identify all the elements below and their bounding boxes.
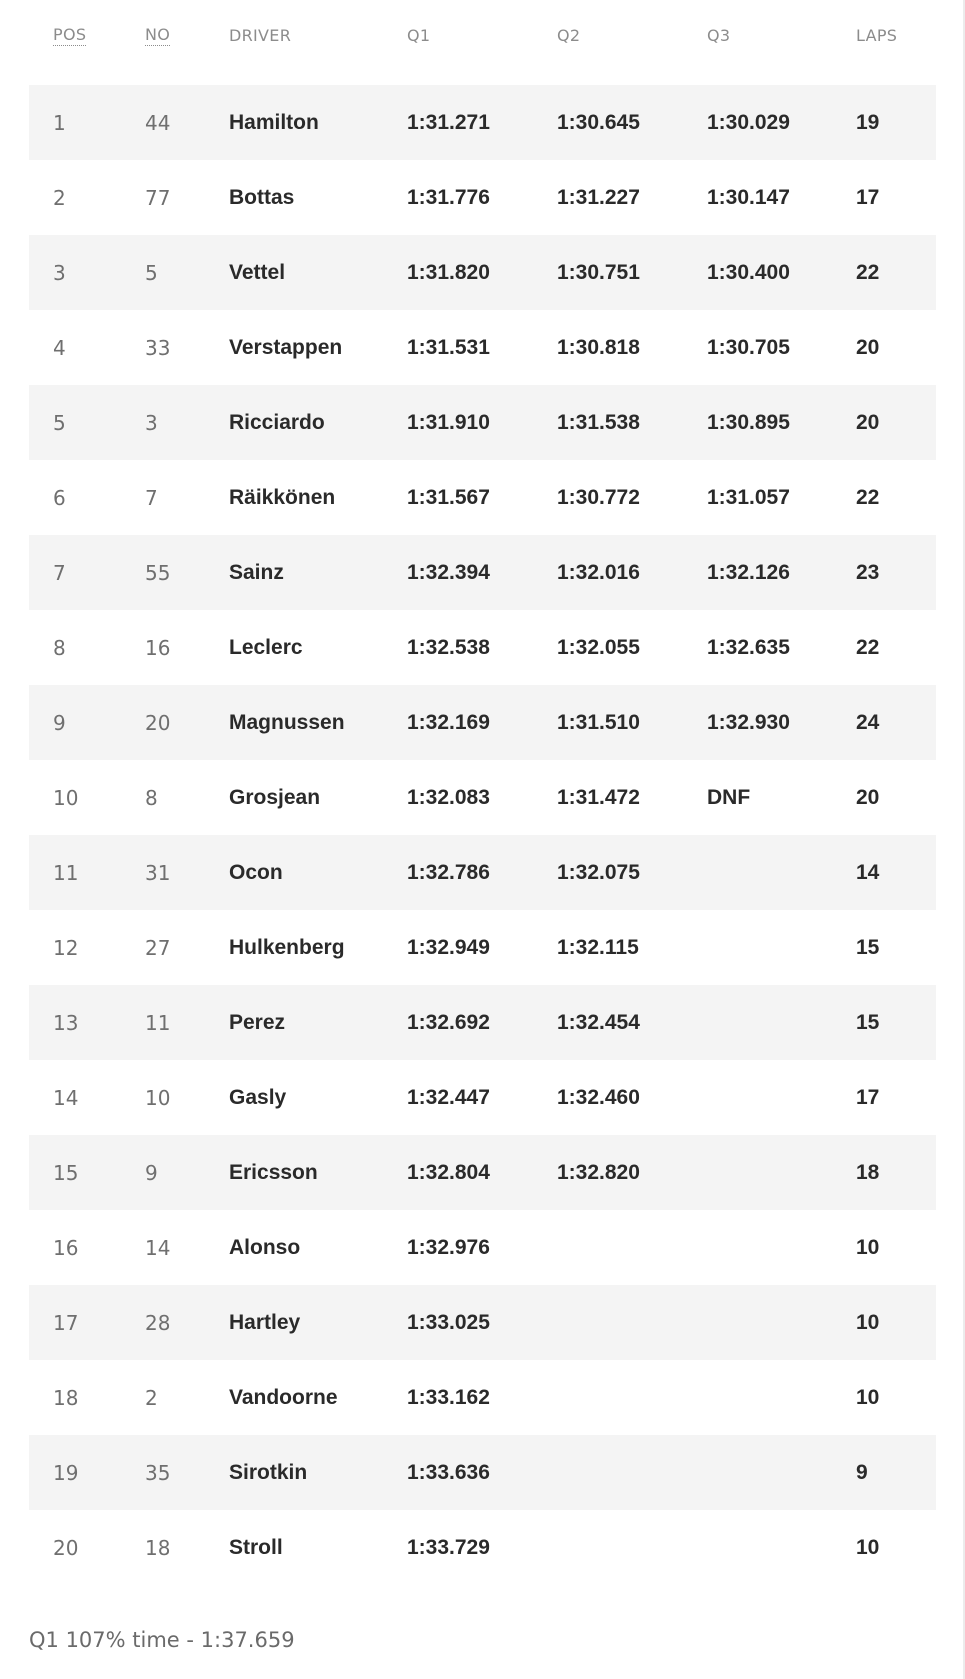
cell-laps: 24	[856, 710, 880, 734]
cell-driver: Vandoorne	[229, 1385, 338, 1409]
cell-pos: 18	[53, 1385, 79, 1410]
table-row	[29, 1285, 936, 1360]
cell-driver: Alonso	[229, 1235, 301, 1259]
cell-q1-time: 1:32.083	[407, 785, 490, 809]
cell-car-number: 16	[145, 635, 171, 660]
cell-driver: Bottas	[229, 185, 295, 209]
cell-pos: 17	[53, 1310, 79, 1335]
cell-driver: Verstappen	[229, 335, 343, 359]
cell-pos: 20	[53, 1535, 79, 1560]
cell-q1-time: 1:33.162	[407, 1385, 490, 1409]
cell-pos: 3	[53, 260, 66, 285]
cell-laps: 20	[856, 410, 880, 434]
cell-pos: 13	[53, 1010, 79, 1035]
table-body	[29, 85, 936, 1585]
cell-pos: 14	[53, 1085, 79, 1110]
cell-q3-time: 1:32.126	[707, 560, 790, 584]
column-header-q1: Q1	[407, 25, 431, 45]
cell-laps: 15	[856, 935, 880, 959]
cell-q1-time: 1:32.169	[407, 710, 490, 734]
table-row	[29, 760, 936, 835]
table-row	[29, 535, 936, 610]
cell-laps: 14	[856, 860, 880, 884]
cell-pos: 1	[53, 110, 66, 135]
cell-laps: 17	[856, 1085, 880, 1109]
cell-car-number: 35	[145, 1460, 171, 1485]
cell-q2-time: 1:32.016	[557, 560, 640, 584]
cell-laps: 10	[856, 1235, 880, 1259]
cell-car-number: 2	[145, 1385, 158, 1410]
cell-car-number: 18	[145, 1535, 171, 1560]
cell-q1-time: 1:31.531	[407, 335, 490, 359]
cell-q2-time: 1:31.510	[557, 710, 640, 734]
cell-pos: 8	[53, 635, 66, 660]
cell-driver: Ocon	[229, 860, 283, 884]
cell-q1-time: 1:31.820	[407, 260, 490, 284]
cell-driver: Hartley	[229, 1310, 301, 1334]
cell-laps: 10	[856, 1385, 880, 1409]
cell-q3-time: 1:32.635	[707, 635, 790, 659]
cell-laps: 19	[856, 110, 880, 134]
cell-laps: 20	[856, 785, 880, 809]
cell-q2-time: 1:32.075	[557, 860, 640, 884]
q1-107-percent-note: Q1 107% time - 1:37.659	[29, 1628, 295, 1652]
cell-q2-time: 1:32.820	[557, 1160, 640, 1184]
cell-laps: 23	[856, 560, 880, 584]
cell-pos: 2	[53, 185, 66, 210]
cell-pos: 4	[53, 335, 66, 360]
cell-q3-time: 1:30.029	[707, 110, 790, 134]
cell-q2-time: 1:30.818	[557, 335, 640, 359]
cell-q2-time: 1:32.454	[557, 1010, 640, 1034]
cell-car-number: 14	[145, 1235, 171, 1260]
cell-q1-time: 1:32.804	[407, 1160, 490, 1184]
table-row	[29, 1510, 936, 1585]
cell-laps: 18	[856, 1160, 880, 1184]
cell-laps: 22	[856, 485, 880, 509]
column-header-no[interactable]: NO	[145, 24, 171, 44]
cell-driver: Hamilton	[229, 110, 319, 134]
cell-car-number: 27	[145, 935, 171, 960]
cell-car-number: 7	[145, 485, 158, 510]
table-row	[29, 685, 936, 760]
cell-q1-time: 1:32.692	[407, 1010, 490, 1034]
cell-q1-time: 1:32.538	[407, 635, 490, 659]
table-row	[29, 1210, 936, 1285]
cell-pos: 16	[53, 1235, 79, 1260]
cell-driver: Sainz	[229, 560, 284, 584]
cell-car-number: 8	[145, 785, 158, 810]
cell-driver: Magnussen	[229, 710, 345, 734]
cell-car-number: 20	[145, 710, 171, 735]
cell-car-number: 33	[145, 335, 171, 360]
cell-pos: 11	[53, 860, 79, 885]
cell-q3-time: 1:30.705	[707, 335, 790, 359]
cell-pos: 7	[53, 560, 66, 585]
cell-car-number: 44	[145, 110, 171, 135]
cell-pos: 5	[53, 410, 66, 435]
cell-q2-time: 1:30.772	[557, 485, 640, 509]
cell-q1-time: 1:31.271	[407, 110, 490, 134]
table-row	[29, 985, 936, 1060]
cell-q2-time: 1:32.115	[557, 935, 639, 959]
cell-driver: Perez	[229, 1010, 286, 1034]
cell-car-number: 9	[145, 1160, 158, 1185]
cell-pos: 19	[53, 1460, 79, 1485]
cell-q2-time: 1:32.460	[557, 1085, 640, 1109]
table-row	[29, 160, 936, 235]
cell-driver: Leclerc	[229, 635, 303, 659]
cell-pos: 6	[53, 485, 66, 510]
cell-q2-time: 1:31.227	[557, 185, 640, 209]
cell-laps: 9	[856, 1460, 868, 1484]
cell-q3-time: 1:30.147	[707, 185, 790, 209]
cell-pos: 12	[53, 935, 79, 960]
cell-laps: 22	[856, 260, 880, 284]
cell-q2-time: 1:30.751	[557, 260, 640, 284]
cell-car-number: 55	[145, 560, 171, 585]
cell-driver: Hulkenberg	[229, 935, 345, 959]
cell-car-number: 31	[145, 860, 171, 885]
table-row	[29, 610, 936, 685]
cell-driver: Räikkönen	[229, 485, 336, 509]
cell-q3-time: 1:30.895	[707, 410, 790, 434]
cell-q3-time: 1:30.400	[707, 260, 790, 284]
table-row	[29, 460, 936, 535]
cell-q1-time: 1:32.447	[407, 1085, 490, 1109]
table-row	[29, 385, 936, 460]
cell-q2-time: 1:31.472	[557, 785, 640, 809]
cell-q3-time: DNF	[707, 785, 751, 809]
cell-driver: Gasly	[229, 1085, 287, 1109]
cell-laps: 17	[856, 185, 880, 209]
cell-q1-time: 1:32.949	[407, 935, 490, 959]
table-row	[29, 310, 936, 385]
table-row	[29, 1360, 936, 1435]
table-row	[29, 1060, 936, 1135]
cell-q1-time: 1:33.025	[407, 1310, 490, 1334]
column-header-q2: Q2	[557, 25, 581, 45]
cell-driver: Vettel	[229, 260, 286, 284]
table-row	[29, 85, 936, 160]
column-header-driver: DRIVER	[229, 25, 292, 45]
cell-q2-time: 1:31.538	[557, 410, 640, 434]
cell-q1-time: 1:31.567	[407, 485, 490, 509]
column-header-laps: LAPS	[856, 25, 898, 45]
qualifying-results-table	[29, 17, 936, 1585]
cell-laps: 15	[856, 1010, 880, 1034]
cell-q3-time: 1:32.930	[707, 710, 790, 734]
table-header-row	[29, 17, 936, 85]
cell-driver: Grosjean	[229, 785, 321, 809]
cell-car-number: 5	[145, 260, 158, 285]
cell-laps: 20	[856, 335, 880, 359]
cell-driver: Sirotkin	[229, 1460, 308, 1484]
cell-pos: 15	[53, 1160, 79, 1185]
cell-q1-time: 1:33.636	[407, 1460, 490, 1484]
cell-car-number: 77	[145, 185, 171, 210]
cell-car-number: 10	[145, 1085, 171, 1110]
cell-q1-time: 1:31.910	[407, 410, 490, 434]
column-header-q3: Q3	[707, 25, 731, 45]
cell-q3-time: 1:31.057	[707, 485, 790, 509]
cell-laps: 22	[856, 635, 880, 659]
cell-laps: 10	[856, 1310, 880, 1334]
cell-q1-time: 1:33.729	[407, 1535, 490, 1559]
cell-q1-time: 1:32.976	[407, 1235, 490, 1259]
cell-q2-time: 1:30.645	[557, 110, 640, 134]
table-row	[29, 835, 936, 910]
cell-car-number: 11	[145, 1010, 171, 1035]
column-header-pos[interactable]: POS	[53, 24, 87, 44]
cell-laps: 10	[856, 1535, 880, 1559]
table-row	[29, 1135, 936, 1210]
cell-car-number: 28	[145, 1310, 171, 1335]
table-row	[29, 235, 936, 310]
table-row	[29, 1435, 936, 1510]
cell-q1-time: 1:32.394	[407, 560, 490, 584]
table-row	[29, 910, 936, 985]
cell-pos: 10	[53, 785, 79, 810]
cell-driver: Stroll	[229, 1535, 283, 1559]
cell-pos: 9	[53, 710, 66, 735]
cell-q2-time: 1:32.055	[557, 635, 640, 659]
cell-driver: Ericsson	[229, 1160, 318, 1184]
cell-q1-time: 1:32.786	[407, 860, 490, 884]
cell-car-number: 3	[145, 410, 158, 435]
cell-driver: Ricciardo	[229, 410, 325, 434]
cell-q1-time: 1:31.776	[407, 185, 490, 209]
